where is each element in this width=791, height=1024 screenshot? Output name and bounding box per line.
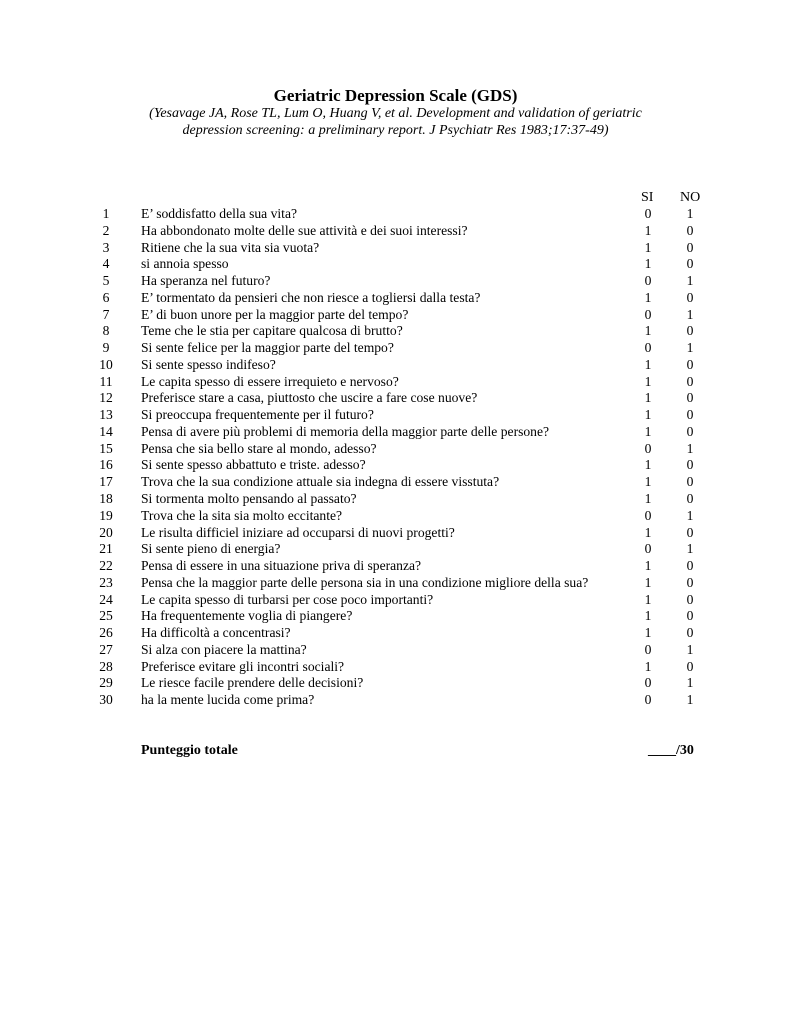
score-si: 1 bbox=[644, 407, 652, 423]
score-si: 0 bbox=[644, 641, 652, 657]
score-si: 0 bbox=[644, 306, 652, 322]
score-si: 1 bbox=[644, 390, 652, 406]
question-row bbox=[0, 457, 791, 474]
question-text: Trova che la sita sia molto eccitante? bbox=[141, 507, 343, 523]
question-row bbox=[0, 675, 791, 692]
question-text: Si tormenta molto pensando al passato? bbox=[141, 491, 357, 507]
question-number: 13 bbox=[99, 407, 113, 423]
question-row bbox=[0, 223, 791, 240]
question-row bbox=[0, 206, 791, 223]
question-text: Ha abbondonato molte delle sue attività e dei suoi interessi? bbox=[141, 222, 468, 238]
score-si: 0 bbox=[644, 541, 652, 557]
citation-line-1: (Yesavage JA, Rose TL, Lum O, Huang V, et al. Development and validation of geriatric bbox=[149, 106, 642, 121]
question-row bbox=[0, 608, 791, 625]
score-no: 1 bbox=[686, 206, 694, 221]
score-si: 1 bbox=[644, 457, 652, 473]
score-no: 1 bbox=[686, 541, 694, 557]
question-text: Ritiene che la sua vita sia vuota? bbox=[141, 239, 320, 255]
question-text: ha la mente lucida come prima? bbox=[141, 692, 315, 708]
question-number: 25 bbox=[99, 608, 113, 624]
question-number: 14 bbox=[99, 423, 113, 439]
question-text: E’ di buon unore per la maggior parte del tempo? bbox=[141, 306, 409, 322]
question-row bbox=[0, 558, 791, 575]
question-number: 27 bbox=[99, 641, 113, 657]
question-number: 15 bbox=[99, 440, 113, 456]
question-number: 18 bbox=[99, 491, 113, 507]
question-row bbox=[0, 323, 791, 340]
score-si: 1 bbox=[644, 591, 652, 607]
question-number: 20 bbox=[99, 524, 113, 540]
score-si: 1 bbox=[644, 423, 652, 439]
question-row bbox=[0, 256, 791, 273]
score-no: 0 bbox=[686, 373, 694, 389]
score-no: 0 bbox=[686, 239, 694, 255]
question-text: Ha frequentemente voglia di piangere? bbox=[141, 608, 353, 624]
question-text: Le capita spesso di turbarsi per cose poco importanti? bbox=[141, 591, 434, 607]
question-number: 11 bbox=[99, 373, 113, 389]
question-row bbox=[0, 575, 791, 592]
score-si: 1 bbox=[644, 222, 652, 238]
question-row bbox=[0, 424, 791, 441]
question-number: 30 bbox=[99, 692, 113, 708]
question-row bbox=[0, 474, 791, 491]
question-row bbox=[0, 240, 791, 257]
score-no: 0 bbox=[686, 222, 694, 238]
question-number: 12 bbox=[99, 390, 113, 406]
score-si: 1 bbox=[644, 558, 652, 574]
score-si: 1 bbox=[644, 625, 652, 641]
question-row bbox=[0, 273, 791, 290]
question-text: Le riesce facile prendere delle decisioni? bbox=[141, 675, 364, 691]
question-text: E’ soddisfatto della sua vita? bbox=[141, 206, 298, 221]
question-text: Si sente spesso indifeso? bbox=[141, 356, 276, 372]
question-number: 8 bbox=[102, 323, 110, 339]
score-si: 1 bbox=[644, 373, 652, 389]
question-row bbox=[0, 441, 791, 458]
question-text: Ha difficoltà a concentrasi? bbox=[141, 625, 291, 641]
score-si: 0 bbox=[644, 692, 652, 708]
question-number: 2 bbox=[102, 222, 110, 238]
score-no: 1 bbox=[686, 507, 694, 523]
question-row bbox=[0, 692, 791, 709]
question-list bbox=[0, 206, 791, 709]
question-number: 29 bbox=[99, 675, 113, 691]
question-number: 7 bbox=[102, 306, 110, 322]
score-no: 0 bbox=[686, 474, 694, 490]
score-no: 0 bbox=[686, 491, 694, 507]
score-si: 0 bbox=[644, 206, 652, 221]
question-text: Si alza con piacere la mattina? bbox=[141, 641, 307, 657]
question-text: Pensa di avere più problemi di memoria della maggior parte delle persone? bbox=[141, 423, 550, 439]
score-no: 0 bbox=[686, 407, 694, 423]
question-number: 1 bbox=[102, 206, 110, 221]
question-row bbox=[0, 407, 791, 424]
score-no: 0 bbox=[686, 574, 694, 590]
score-no: 0 bbox=[686, 658, 694, 674]
question-text: Si sente felice per la maggior parte del tempo? bbox=[141, 340, 394, 356]
question-number: 24 bbox=[99, 591, 113, 607]
question-row bbox=[0, 525, 791, 542]
question-number: 17 bbox=[99, 474, 113, 490]
question-number: 28 bbox=[99, 658, 113, 674]
question-row bbox=[0, 357, 791, 374]
question-number: 16 bbox=[99, 457, 113, 473]
score-si: 1 bbox=[644, 239, 652, 255]
question-text: Le risulta difficiel iniziare ad occuparsi di nuovi progetti? bbox=[141, 524, 455, 540]
question-text: Le capita spesso di essere irrequieto e nervoso? bbox=[141, 373, 399, 389]
score-si: 0 bbox=[644, 340, 652, 356]
question-text: E’ tormentato da pensieri che non riesce a togliersi dalla testa? bbox=[141, 289, 481, 305]
question-row bbox=[0, 625, 791, 642]
question-number: 19 bbox=[99, 507, 113, 523]
question-number: 4 bbox=[102, 256, 110, 272]
score-no: 0 bbox=[686, 356, 694, 372]
question-row bbox=[0, 491, 791, 508]
score-si: 1 bbox=[644, 256, 652, 272]
score-no: 0 bbox=[686, 423, 694, 439]
total-score-label: Punteggio totale bbox=[141, 743, 238, 758]
question-row bbox=[0, 541, 791, 558]
citation-line-2: depression screening: a preliminary report. J Psychiatr Res 1983;17:37-49) bbox=[182, 122, 609, 138]
score-si: 0 bbox=[644, 440, 652, 456]
score-si: 0 bbox=[644, 507, 652, 523]
score-no: 0 bbox=[686, 390, 694, 406]
question-row bbox=[0, 592, 791, 609]
score-no: 1 bbox=[686, 306, 694, 322]
question-text: Si sente pieno di energia? bbox=[141, 541, 281, 557]
question-row bbox=[0, 374, 791, 391]
question-text: Preferisce evitare gli incontri sociali? bbox=[141, 658, 345, 674]
question-row bbox=[0, 340, 791, 357]
question-number: 3 bbox=[102, 239, 110, 255]
score-no: 1 bbox=[686, 273, 694, 289]
score-si: 0 bbox=[644, 675, 652, 691]
score-si: 1 bbox=[644, 289, 652, 305]
question-text: Pensa che la maggior parte delle persona sia in una condizione migliore della sua? bbox=[141, 574, 589, 590]
score-no: 0 bbox=[686, 524, 694, 540]
score-no: 0 bbox=[686, 457, 694, 473]
score-si: 0 bbox=[644, 273, 652, 289]
score-no: 1 bbox=[686, 340, 694, 356]
score-si: 1 bbox=[644, 608, 652, 624]
question-text: Pensa di essere in una situazione priva di speranza? bbox=[141, 558, 422, 574]
question-text: Teme che le stia per capitare qualcosa di brutto? bbox=[141, 323, 403, 339]
score-no: 0 bbox=[686, 289, 694, 305]
question-number: 23 bbox=[99, 574, 113, 590]
score-no: 0 bbox=[686, 591, 694, 607]
question-row bbox=[0, 290, 791, 307]
score-si: 1 bbox=[644, 474, 652, 490]
score-no: 0 bbox=[686, 256, 694, 272]
question-number: 10 bbox=[99, 356, 113, 372]
score-no: 1 bbox=[686, 692, 694, 708]
question-row bbox=[0, 659, 791, 676]
question-number: 6 bbox=[102, 289, 110, 305]
question-text: Pensa che sia bello stare al mondo, adesso? bbox=[141, 440, 377, 456]
question-number: 9 bbox=[102, 340, 110, 356]
score-si: 1 bbox=[644, 356, 652, 372]
score-no: 0 bbox=[686, 625, 694, 641]
question-text: Si preoccupa frequentemente per il futuro? bbox=[141, 407, 374, 423]
question-text: Si sente spesso abbattuto e triste. adesso? bbox=[141, 457, 366, 473]
score-si: 1 bbox=[644, 524, 652, 540]
total-score-value: ____/30 bbox=[648, 743, 694, 758]
score-si: 1 bbox=[644, 658, 652, 674]
score-no: 1 bbox=[686, 675, 694, 691]
question-number: 22 bbox=[99, 558, 113, 574]
question-text: Preferisce stare a casa, piuttosto che uscire a fare cose nuove? bbox=[141, 390, 478, 406]
question-text: Ha speranza nel futuro? bbox=[141, 273, 271, 289]
citation bbox=[0, 106, 791, 139]
score-si: 1 bbox=[644, 574, 652, 590]
score-no: 1 bbox=[686, 641, 694, 657]
score-si: 1 bbox=[644, 323, 652, 339]
score-no: 0 bbox=[686, 323, 694, 339]
score-no: 0 bbox=[686, 608, 694, 624]
score-si: 1 bbox=[644, 491, 652, 507]
question-number: 26 bbox=[99, 625, 113, 641]
column-header-no: NO bbox=[680, 190, 701, 205]
question-row bbox=[0, 508, 791, 525]
question-row bbox=[0, 390, 791, 407]
column-header-si: SI bbox=[641, 190, 654, 205]
document-title: Geriatric Depression Scale (GDS) bbox=[273, 86, 518, 105]
question-text: si annoia spesso bbox=[141, 256, 229, 272]
question-row bbox=[0, 307, 791, 324]
question-row bbox=[0, 642, 791, 659]
question-text: Trova che la sua condizione attuale sia indegna di essere visstuta? bbox=[141, 474, 500, 490]
question-number: 21 bbox=[99, 541, 113, 557]
score-no: 1 bbox=[686, 440, 694, 456]
question-number: 5 bbox=[102, 273, 110, 289]
score-no: 0 bbox=[686, 558, 694, 574]
